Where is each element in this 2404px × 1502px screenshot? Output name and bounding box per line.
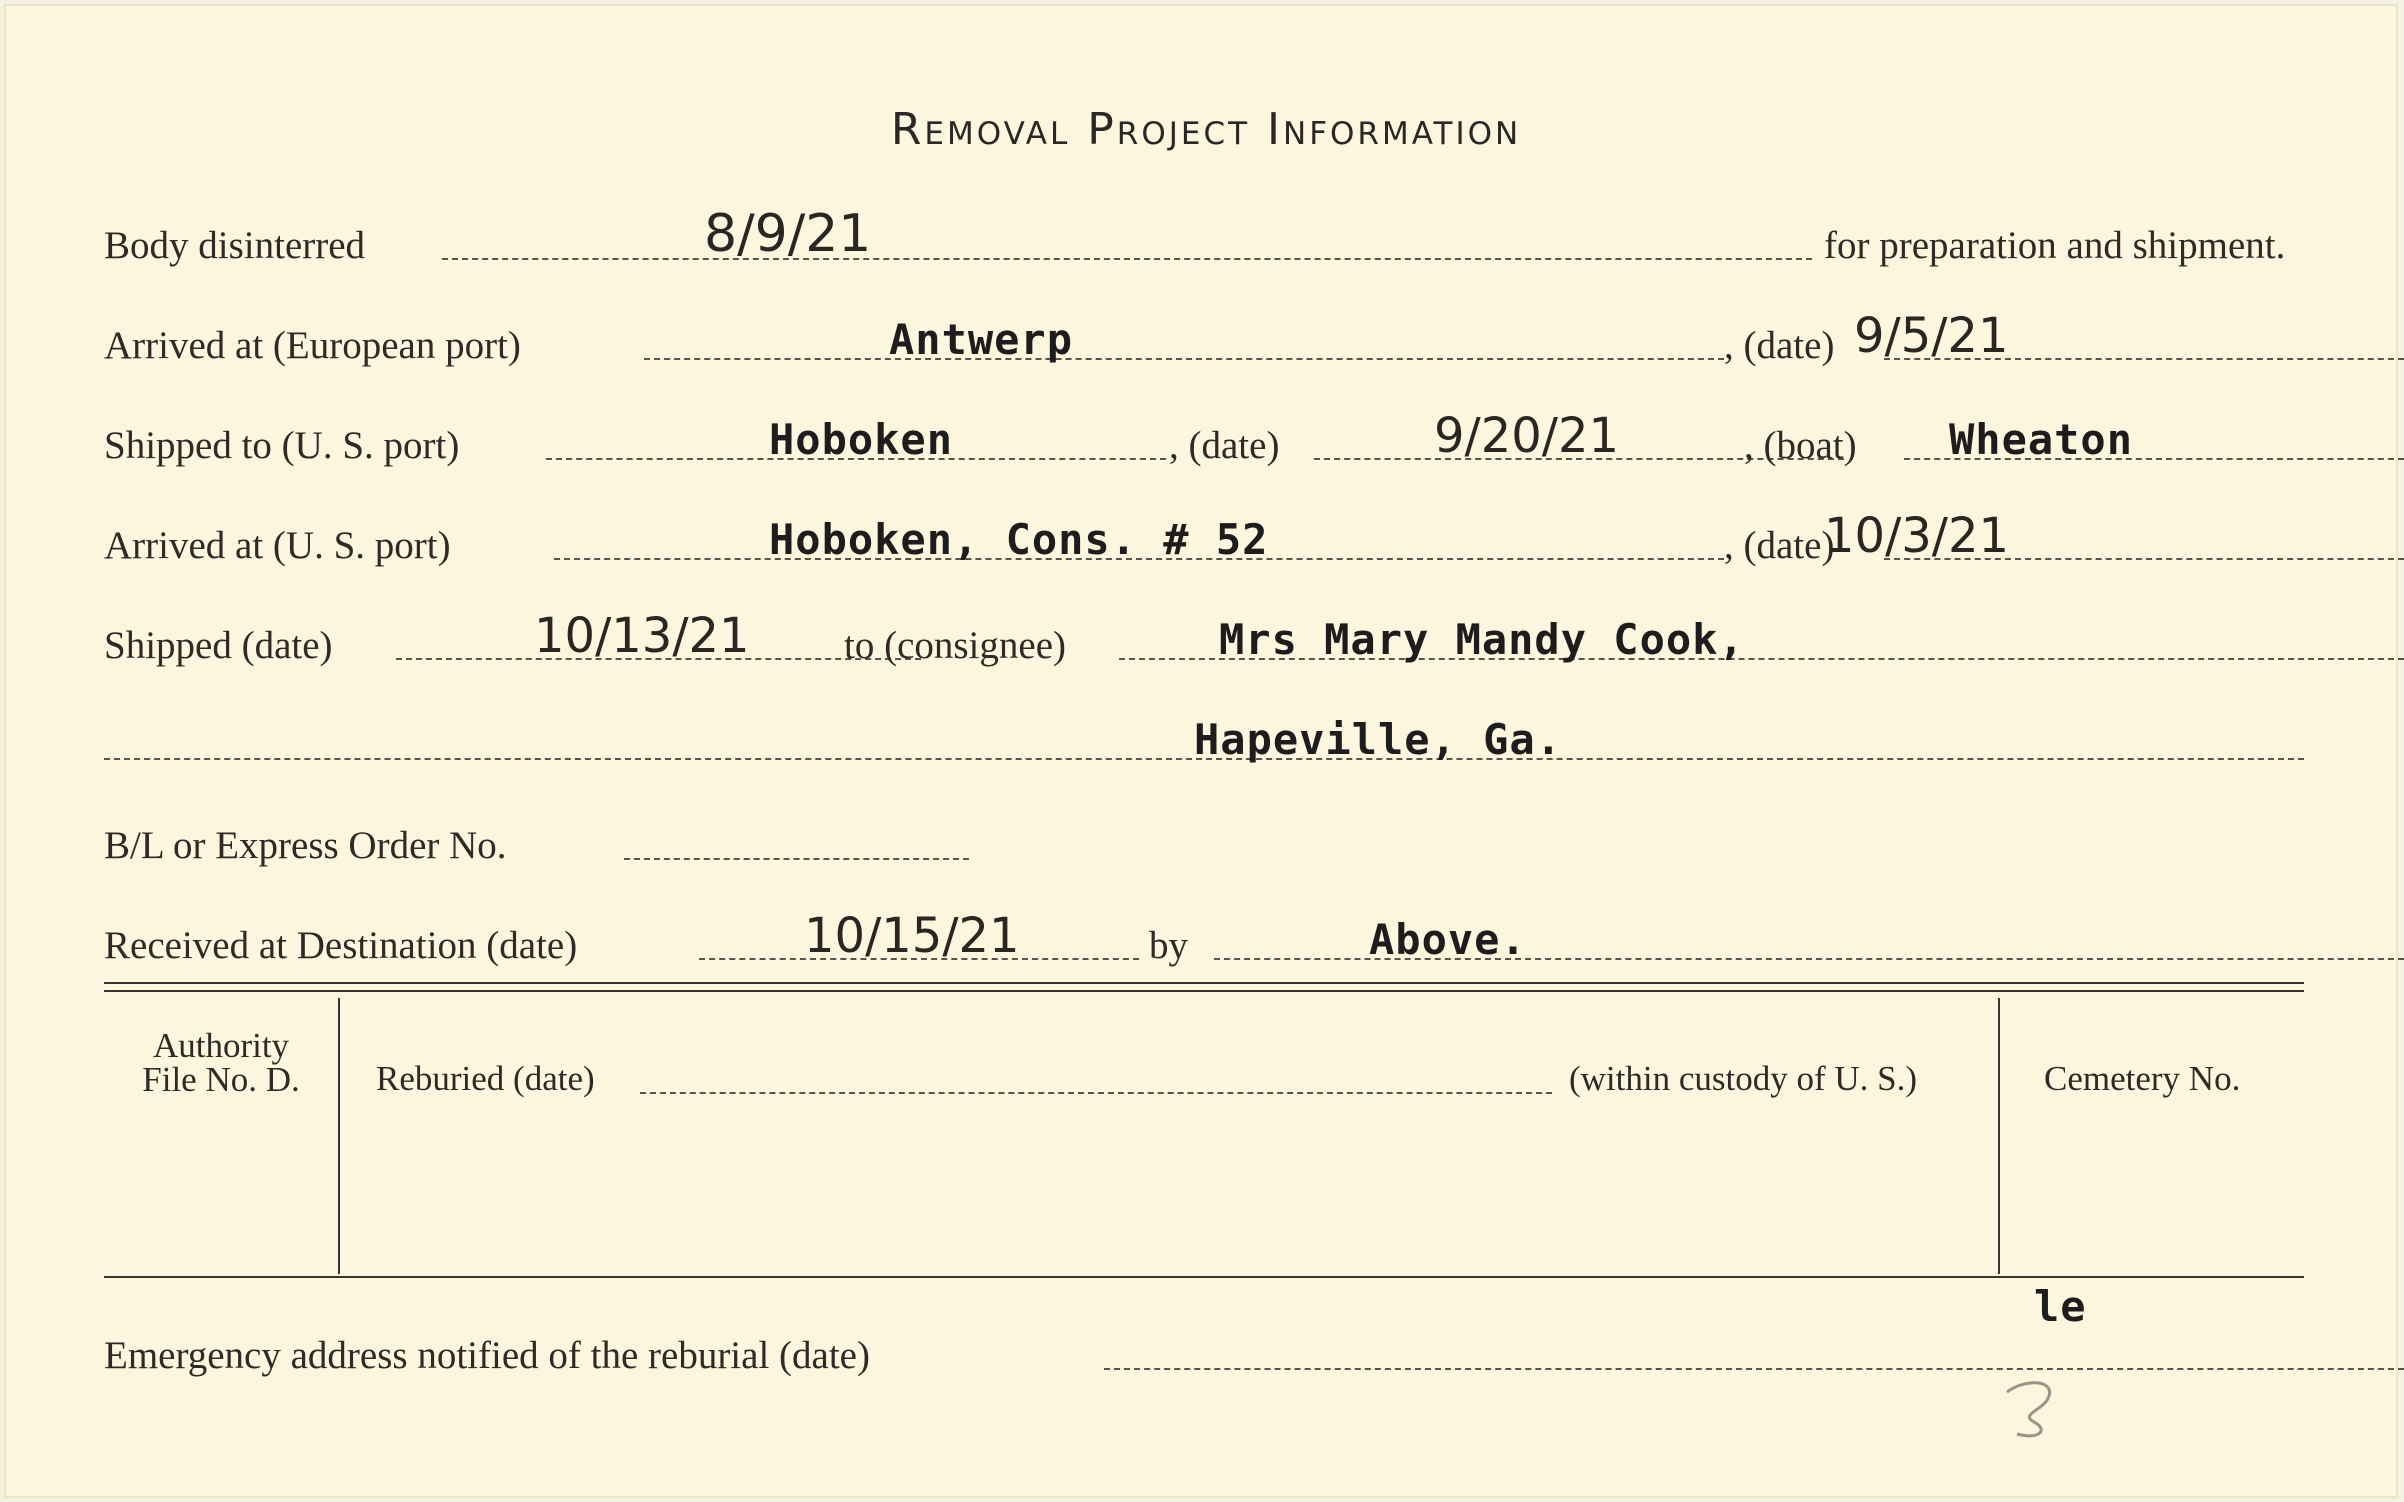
shipped-us-port: Hoboken: [769, 415, 954, 464]
arrived-european-date-label: , (date): [1724, 324, 1835, 367]
shipped-us-date: 9/20/21: [1434, 408, 1620, 464]
consignee-name: Mrs Mary Mandy Cook,: [1219, 615, 1745, 664]
reburied-line: [640, 1092, 1552, 1094]
bl-order-label: B/L or Express Order No.: [104, 824, 507, 867]
emergency-label: Emergency address notified of the reburial (date): [104, 1334, 870, 1377]
arrived-us-port: Hoboken, Cons. # 52: [769, 515, 1269, 564]
row-arrived-european: [104, 304, 2304, 374]
removal-record-card: [4, 4, 2398, 1498]
row-bl-order: [104, 804, 2304, 874]
arrived-us-label: Arrived at (U. S. port): [104, 524, 451, 567]
disinterred-line: [442, 258, 1812, 260]
pencil-scribble-mark: [1999, 1374, 2079, 1444]
emergency-line: [1104, 1368, 2404, 1370]
row-shipped-us: [104, 404, 2304, 474]
received-by-label: by: [1149, 924, 1188, 967]
disinterred-date: 8/9/21: [704, 204, 872, 264]
table-bottom-rule: [104, 1276, 2304, 1278]
received-date: 10/15/21: [804, 908, 1020, 964]
received-label: Received at Destination (date): [104, 924, 578, 967]
table-divider-right: [1998, 998, 2000, 1274]
table-divider-left: [338, 998, 340, 1274]
arrived-european-date: 9/5/21: [1854, 308, 2009, 364]
arrived-us-date: 10/3/21: [1824, 508, 2010, 564]
received-by: Above.: [1369, 915, 1527, 964]
table-top-rule-2: [104, 990, 2304, 992]
authority-cell: [104, 1026, 338, 1099]
row-consignee-address: [104, 704, 2304, 774]
row-emergency: [104, 1314, 2304, 1384]
cemetery-code: le: [2034, 1282, 2087, 1331]
authority-line1: Authority: [152, 1026, 290, 1065]
custody-label: (within custody of U. S.): [1569, 1059, 1918, 1098]
disinterred-suffix: for preparation and shipment.: [1824, 224, 2286, 267]
shipped-us-date-label: , (date): [1169, 424, 1280, 467]
authority-line2: File No. D.: [142, 1060, 300, 1099]
row-disinterred: [104, 204, 2304, 274]
arrived-us-date-label: , (date): [1724, 524, 1835, 567]
arrived-european-line: [644, 358, 1724, 360]
row-received: [104, 904, 2304, 974]
form-title: Removal Project Information: [890, 104, 1522, 155]
shipped-us-boat-label: , (boat): [1744, 424, 1857, 467]
arrived-european-label: Arrived at (European port): [104, 324, 521, 367]
arrived-european-port: Antwerp: [889, 315, 1074, 364]
row-arrived-us: [104, 504, 2304, 574]
table-top-rule-1: [104, 982, 2304, 984]
reburied-label: Reburied (date): [376, 1059, 595, 1098]
shipped-us-boat: Wheaton: [1949, 415, 2134, 464]
row-shipped-consignee: [104, 604, 2304, 674]
consignee-address: Hapeville, Ga.: [1194, 715, 1563, 764]
bl-order-line: [624, 858, 969, 860]
shipped-us-label: Shipped to (U. S. port): [104, 424, 460, 467]
consignee-label: to (consignee): [844, 624, 1067, 667]
shipped-date: 10/13/21: [534, 608, 750, 664]
disinterred-label: Body disinterred: [104, 224, 366, 267]
cemetery-label: Cemetery No.: [2044, 1059, 2241, 1098]
shipped-date-label: Shipped (date): [104, 624, 333, 667]
